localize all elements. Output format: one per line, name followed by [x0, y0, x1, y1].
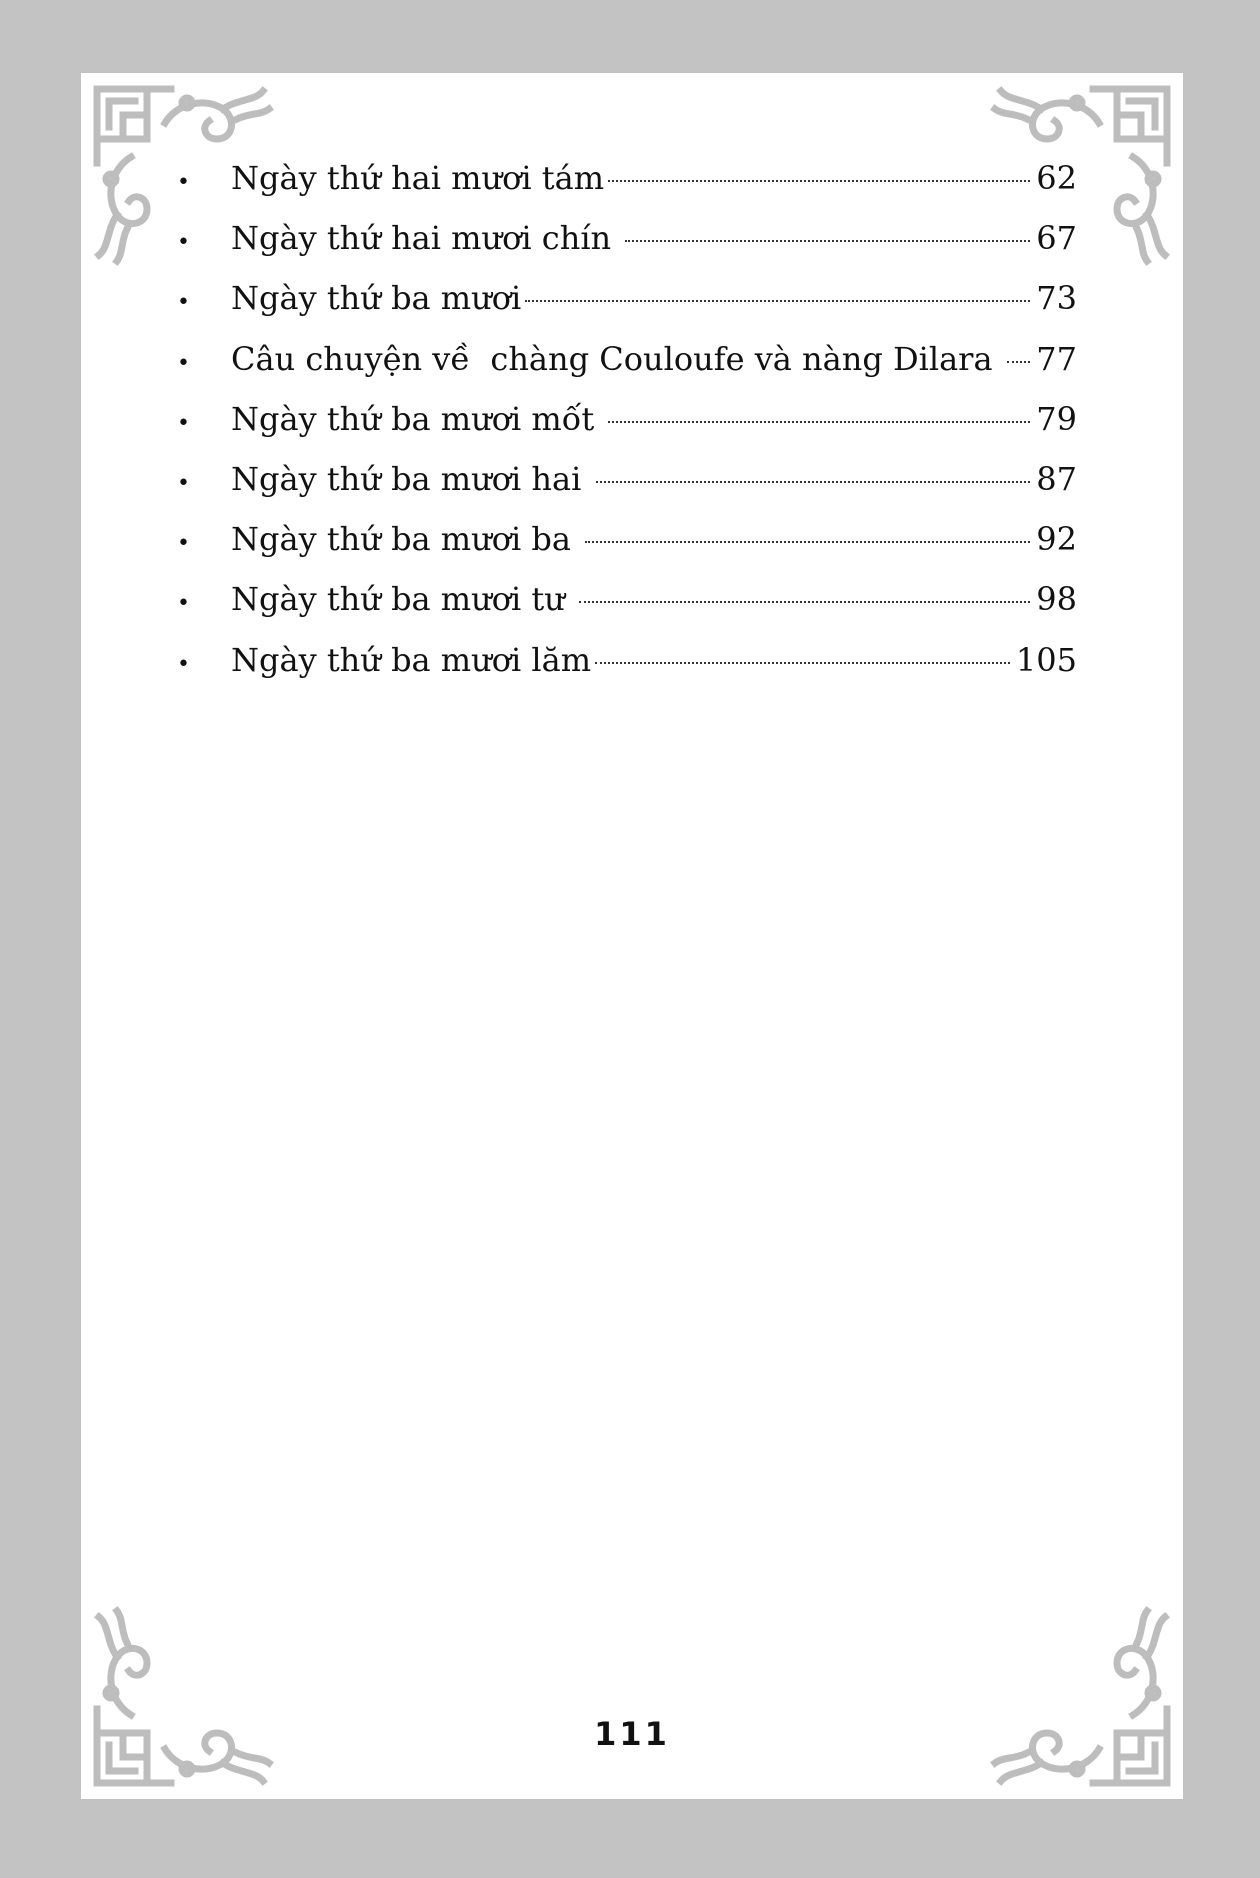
toc-entry-title: Ngày thứ hai mươi chín	[231, 219, 622, 258]
table-of-contents	[177, 159, 1077, 701]
dot-leader	[608, 180, 1030, 182]
dot-leader	[608, 421, 1030, 423]
bullet-icon: •	[177, 170, 190, 195]
toc-entry[interactable]	[177, 340, 1077, 400]
toc-entry-page: 79	[1036, 399, 1077, 438]
toc-entry-title: Ngày thứ ba mươi lăm	[231, 640, 592, 679]
bullet-icon: •	[177, 230, 190, 256]
toc-entry[interactable]	[177, 219, 1077, 279]
toc-entry-page: 87	[1036, 459, 1077, 498]
toc-entry[interactable]	[177, 520, 1077, 580]
toc-entry-title: Ngày thứ ba mươi ba	[231, 520, 582, 559]
toc-entry[interactable]	[177, 279, 1077, 339]
dot-leader	[595, 662, 1010, 664]
toc-entry-page: 98	[1036, 580, 1077, 619]
dot-leader	[596, 481, 1031, 483]
toc-entry[interactable]	[177, 460, 1077, 520]
bullet-icon: •	[177, 410, 190, 436]
toc-entry-title: Ngày thứ ba mươi hai	[231, 459, 592, 498]
bullet-icon: •	[177, 591, 190, 617]
corner-ornament-icon	[87, 1593, 287, 1793]
bullet-icon: •	[177, 470, 190, 496]
dot-leader	[525, 300, 1030, 302]
dot-leader	[585, 541, 1030, 543]
toc-entry[interactable]	[177, 159, 1077, 219]
bullet-icon: •	[177, 531, 190, 557]
bullet-icon: •	[177, 651, 190, 677]
toc-entry-page: 77	[1036, 339, 1077, 378]
toc-entry-page: 67	[1036, 219, 1077, 258]
toc-entry-page: 73	[1036, 279, 1077, 318]
dot-leader	[1007, 361, 1031, 363]
toc-entry-page: 92	[1036, 520, 1077, 559]
page-number: 111	[594, 1715, 670, 1753]
dot-leader	[579, 601, 1030, 603]
toc-entry-title: Ngày thứ ba mươi mốt	[231, 399, 605, 438]
toc-entry-page: 62	[1036, 159, 1077, 197]
dot-leader	[625, 240, 1030, 242]
toc-entry[interactable]	[177, 400, 1077, 460]
toc-entry-title: Ngày thứ hai mươi tám	[231, 159, 605, 197]
toc-entry[interactable]	[177, 641, 1077, 701]
bullet-icon: •	[177, 290, 190, 316]
toc-entry-title: Câu chuyện về chàng Couloufe và nàng Dilara	[231, 339, 1003, 378]
corner-ornament-icon	[977, 1593, 1177, 1793]
toc-entry-title: Ngày thứ ba mươi	[231, 279, 522, 318]
toc-entry-page: 105	[1015, 640, 1077, 679]
document-page	[81, 73, 1183, 1799]
toc-entry-title: Ngày thứ ba mươi tư	[231, 580, 576, 619]
toc-entry[interactable]	[177, 580, 1077, 640]
bullet-icon: •	[177, 350, 190, 376]
